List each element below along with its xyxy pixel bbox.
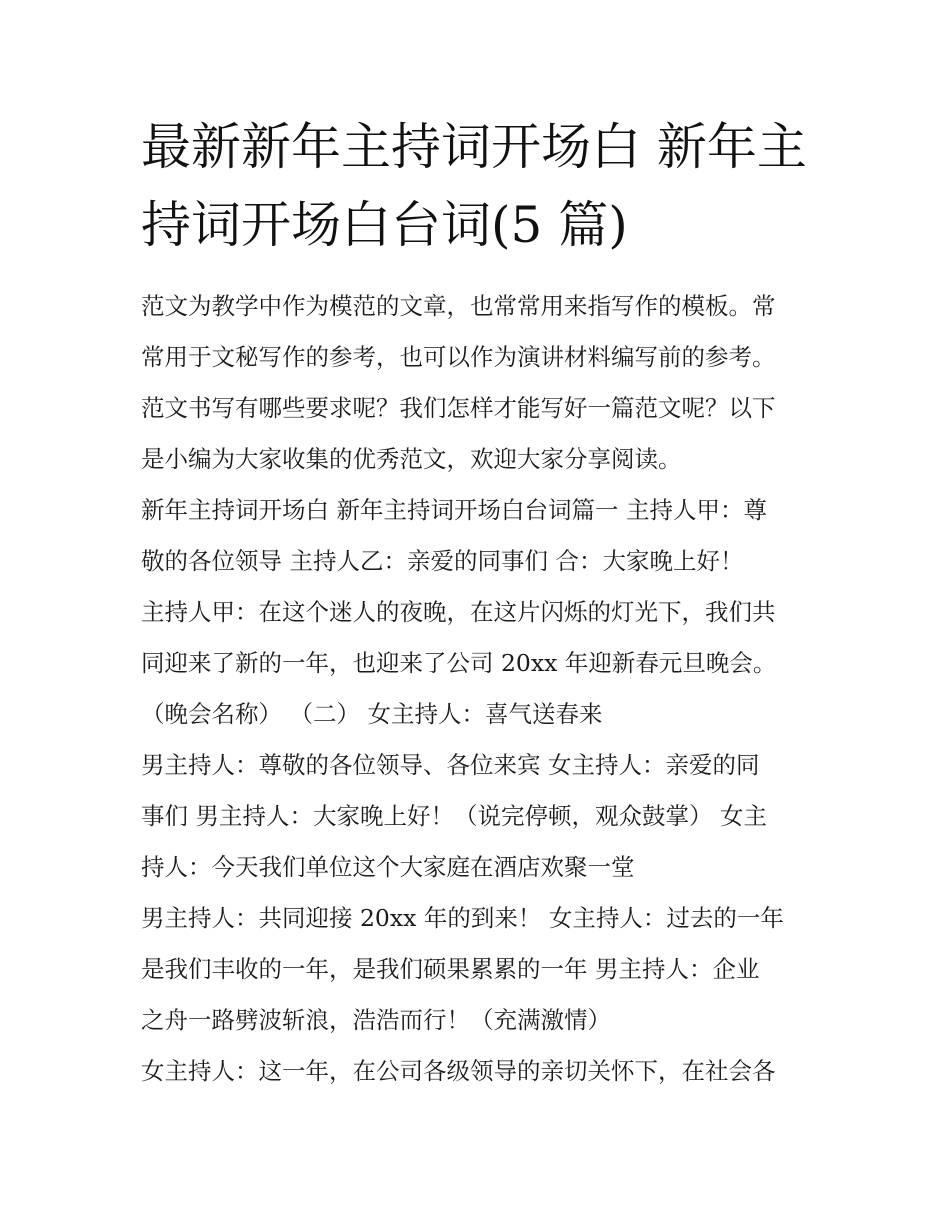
body-line: 范文书写有哪些要求呢？我们怎样才能写好一篇范文呢？以下 — [141, 394, 776, 422]
body-line: 女主持人：这一年，在公司各级领导的亲切关怀下，在社会各 — [141, 1057, 776, 1085]
body-line: 新年主持词开场白 新年主持词开场白台词篇一 主持人甲：尊 — [141, 496, 767, 524]
body-line: 男主持人：共同迎接 20xx 年的到来！ 女主持人：过去的一年 — [141, 904, 784, 932]
body-line: 是我们丰收的一年，是我们硕果累累的一年 男主持人：企业 — [141, 955, 760, 983]
document-body — [141, 281, 821, 1097]
body-line: 范文为教学中作为模范的文章，也常常用来指写作的模板。常 — [141, 292, 776, 320]
body-line: 事们 男主持人：大家晚上好！（说完停顿，观众鼓掌） 女主 — [141, 802, 767, 830]
body-line: （晚会名称） （二） 女主持人：喜气送春来 — [141, 700, 603, 728]
body-line: 持人：今天我们单位这个大家庭在酒店欢聚一堂 — [141, 853, 635, 881]
body-line: 是小编为大家收集的优秀范文，欢迎大家分享阅读。 — [141, 445, 682, 473]
body-line: 同迎来了新的一年，也迎来了公司 20xx 年迎新春元旦晚会。 — [141, 649, 777, 677]
body-line: 常用于文秘写作的参考，也可以作为演讲材料编写前的参考。 — [141, 343, 776, 371]
body-line: 男主持人：尊敬的各位领导、各位来宾 女主持人：亲爱的同 — [141, 751, 760, 779]
body-line: 敬的各位领导 主持人乙：亲爱的同事们 合：大家晚上好！ — [141, 547, 744, 575]
body-line: 之舟一路劈波斩浪，浩浩而行！（充满激情） — [141, 1006, 611, 1034]
body-line: 主持人甲：在这个迷人的夜晚，在这片闪烁的灯光下，我们共 — [141, 598, 776, 626]
document-title: 最新新年主持词开场白 新年主持词开场白台词(5 篇) — [141, 118, 807, 254]
